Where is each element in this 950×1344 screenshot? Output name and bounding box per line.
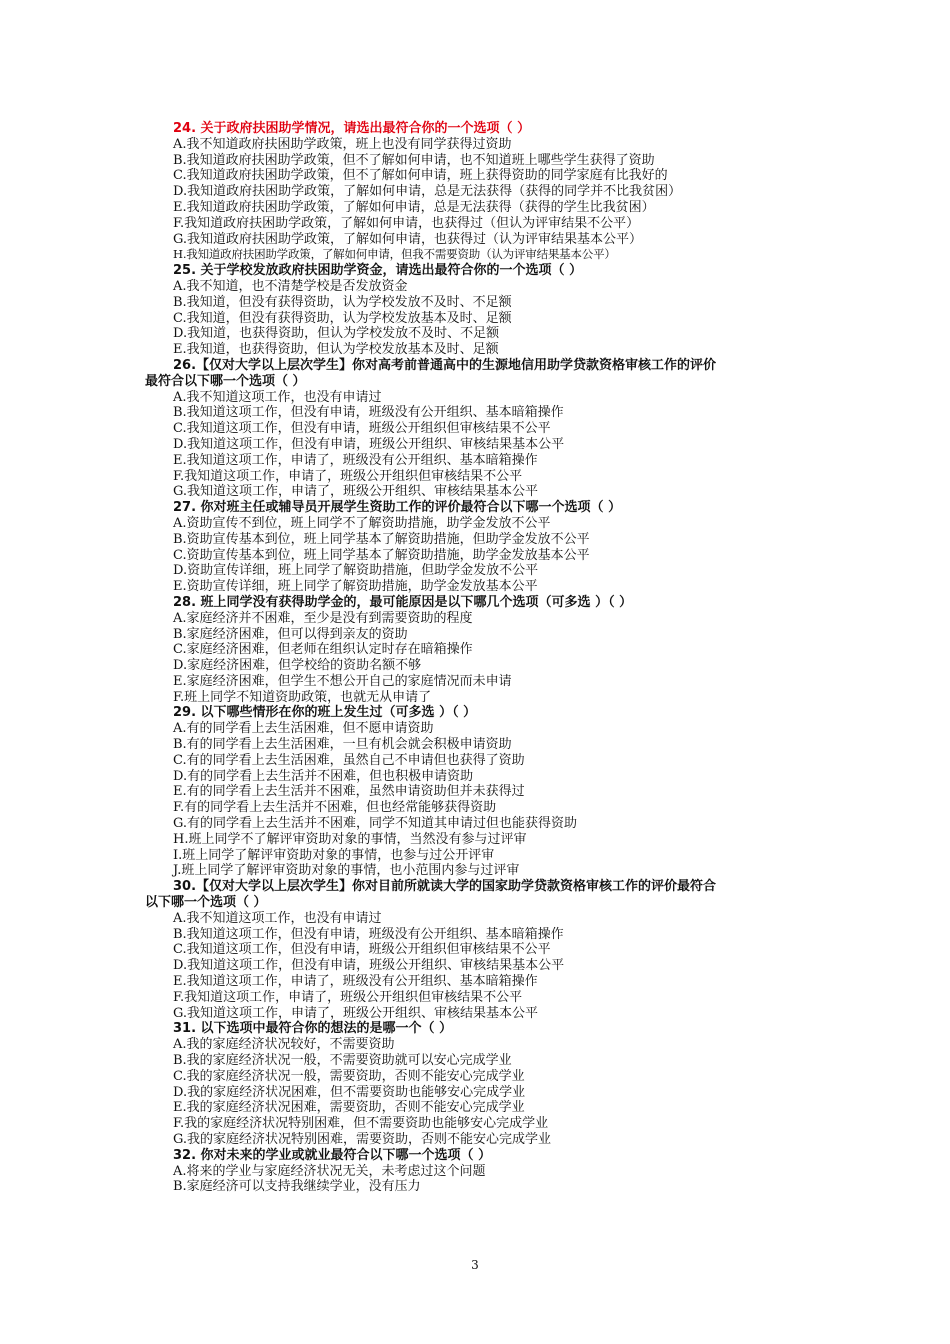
question-28-option-a: A.家庭经济并不困难，至少是没有到需要资助的程度: [173, 610, 473, 626]
question-31-option-a: A.我的家庭经济状况较好，不需要资助: [173, 1037, 395, 1053]
question-26-option-e: E.我知道这项工作，申请了，班级没有公开组织、基本暗箱操作: [173, 452, 538, 468]
question-29-option-a: A.有的同学看上去生活困难，但不愿申请资助: [173, 721, 434, 737]
question-29-option-j: J.班上同学了解评审资助对象的事情，也小范围内参与过评审: [173, 863, 520, 879]
question-26-option-d: D.我知道这项工作，但没有申请，班级公开组织、审核结果基本公平: [173, 436, 565, 452]
question-29-option-b: B.有的同学看上去生活困难，一旦有机会就会积极申请资助: [173, 737, 512, 753]
question-29-option-i: I.班上同学了解评审资助对象的事情，也参与过公开评审: [173, 847, 495, 863]
question-26-title-line2: 最符合以下哪一个选项（ ）: [145, 373, 306, 389]
question-30-title-line1: 30.【仅对大学以上层次学生】你对目前所就读大学的国家助学贷款资格审核工作的评价最符合: [173, 879, 717, 895]
question-31-option-f: F.我的家庭经济状况特别困难，但不需要资助也能够安心完成学业: [173, 1116, 549, 1132]
question-27-option-e: E.资助宣传详细，班上同学了解资助措施，助学金发放基本公平: [173, 579, 538, 595]
question-24-option-g: G.我知道政府扶困助学政策，了解如何申请，也获得过（认为评审结果基本公平）: [173, 231, 643, 247]
question-29-option-g: G.有的同学看上去生活并不困难，同学不知道其申请过但也能获得资助: [173, 816, 578, 832]
question-29-option-e: E.有的同学看上去生活并不困难，虽然申请资助但并未获得过: [173, 784, 525, 800]
question-25-option-a: A.我不知道，也不清楚学校是否发放资金: [173, 278, 408, 294]
question-24-option-c: C.我知道政府扶困助学政策，但不了解如何申请，班上获得资助的同学家庭有比我好的: [173, 168, 668, 184]
question-29-option-c: C.有的同学看上去生活困难，虽然自己不申请但也获得了资助: [173, 752, 525, 768]
question-27-title: 27. 你对班主任或辅导员开展学生资助工作的评价最符合以下哪一个选项（ ）: [173, 500, 622, 516]
question-28-option-e: E.家庭经济困难，但学生不想公开自己的家庭情况而未申请: [173, 673, 512, 689]
question-28-option-d: D.家庭经济困难，但学校给的资助名额不够: [173, 658, 422, 674]
question-25-option-c: C.我知道，但没有获得资助，认为学校发放基本及时、足额: [173, 310, 512, 326]
question-32-option-b: B.家庭经济可以支持我继续学业，没有压力: [173, 1179, 421, 1195]
question-29-option-h: H.班上同学不了解评审资助对象的事情，当然没有参与过评审: [173, 831, 527, 847]
question-25-option-e: E.我知道，也获得资助，但认为学校发放基本及时、足额: [173, 342, 499, 358]
question-31-option-g: G.我的家庭经济状况特别困难，需要资助，否则不能安心完成学业: [173, 1132, 552, 1147]
question-26-title-line1: 26.【仅对大学以上层次学生】你对高考前普通高中的生源地信用助学贷款资格审核工作的评价: [173, 357, 717, 373]
question-27-option-b: B.资助宣传基本到位，班上同学基本了解资助措施，但助学金发放不公平: [173, 531, 590, 547]
question-31-option-c: C.我的家庭经济状况一般，需要资助，否则不能安心完成学业: [173, 1068, 525, 1084]
question-30-option-c: C.我知道这项工作，但没有申请，班级公开组织但审核结果不公平: [173, 942, 551, 958]
question-28-option-c: C.家庭经济困难，但老师在组织认定时存在暗箱操作: [173, 642, 473, 658]
question-25-option-d: D.我知道，也获得资助，但认为学校发放不及时、不足额: [173, 326, 500, 342]
question-29-option-d: D.有的同学看上去生活并不困难，但也积极申请资助: [173, 768, 474, 784]
question-26-option-b: B.我知道这项工作，但没有申请，班级没有公开组织、基本暗箱操作: [173, 405, 564, 421]
page-number: 3: [471, 1258, 479, 1272]
question-27-option-d: D.资助宣传详细，班上同学了解资助措施，但助学金发放不公平: [173, 563, 539, 579]
question-29-title: 29. 以下哪些情形在你的班上发生过（可多选 ）（ ）: [173, 705, 477, 721]
question-24-option-d: D.我知道政府扶困助学政策，了解如何申请，总是无法获得（获得的同学并不比我贫困）: [173, 184, 682, 200]
question-25-title: 25. 关于学校发放政府扶困助学资金，请选出最符合你的一个选项（ ）: [173, 263, 583, 279]
question-30-option-f: F.我知道这项工作，申请了，班级公开组织但审核结果不公平: [173, 989, 523, 1005]
question-27-option-c: C.资助宣传基本到位，班上同学基本了解资助措施，助学金发放基本公平: [173, 547, 590, 563]
question-30-title-line2: 以下哪一个选项（ ）: [145, 895, 267, 911]
question-31-option-b: B.我的家庭经济状况一般，不需要资助就可以安心完成学业: [173, 1053, 512, 1069]
question-24-option-a: A.我不知道政府扶困助学政策，班上也没有同学获得过资助: [173, 136, 512, 152]
question-26-option-g: G.我知道这项工作，申请了，班级公开组织、审核结果基本公平: [173, 484, 539, 500]
question-32-option-a: A.将来的学业与家庭经济状况无关，未考虑过这个问题: [173, 1163, 486, 1179]
question-30-option-d: D.我知道这项工作，但没有申请，班级公开组织、审核结果基本公平: [173, 958, 565, 974]
question-28-title: 28. 班上同学没有获得助学金的，最可能原因是以下哪几个选项（可多选 ）（ ）: [173, 594, 633, 610]
question-29-option-f: F.有的同学看上去生活并不困难，但也经常能够获得资助: [173, 800, 497, 816]
question-24-option-e: E.我知道政府扶困助学政策，了解如何申请，总是无法获得（获得的学生比我贫困）: [173, 199, 655, 215]
question-28-option-b: B.家庭经济困难，但可以得到亲友的资助: [173, 626, 408, 642]
question-30-option-g: G.我知道这项工作，申请了，班级公开组织、审核结果基本公平: [173, 1005, 539, 1021]
document-body: [145, 121, 853, 1195]
question-28-option-f: F.班上同学不知道资助政策，也就无从申请了: [173, 689, 432, 705]
question-24-option-f: F.我知道政府扶困助学政策，了解如何申请，也获得过（但认为评审结果不公平）: [173, 215, 640, 231]
question-26-option-f: F.我知道这项工作，申请了，班级公开组织但审核结果不公平: [173, 468, 523, 484]
question-30-option-e: E.我知道这项工作，申请了，班级没有公开组织、基本暗箱操作: [173, 974, 538, 990]
question-31-option-d: D.我的家庭经济状况困难，但不需要资助也能够安心完成学业: [173, 1084, 526, 1100]
question-30-option-b: B.我知道这项工作，但没有申请，班级没有公开组织、基本暗箱操作: [173, 926, 564, 942]
question-26-option-a: A.我不知道这项工作，也没有申请过: [173, 389, 382, 405]
question-32-title: 32. 你对未来的学业或就业最符合以下哪一个选项（ ）: [173, 1147, 492, 1163]
question-26-option-c: C.我知道这项工作，但没有申请，班级公开组织但审核结果不公平: [173, 421, 551, 437]
question-24-option-b: B.我知道政府扶困助学政策，但不了解如何申请，也不知道班上哪些学生获得了资助: [173, 152, 655, 168]
question-31-option-e: E.我的家庭经济状况困难，需要资助，否则不能安心完成学业: [173, 1100, 525, 1116]
question-24-title: 24. 关于政府扶困助学情况，请选出最符合你的一个选项（ ）: [173, 121, 531, 136]
question-25-option-b: B.我知道，但没有获得资助，认为学校发放不及时、不足额: [173, 294, 512, 310]
question-30-option-a: A.我不知道这项工作，也没有申请过: [173, 910, 382, 926]
question-31-title: 31. 以下选项中最符合你的想法的是哪一个（ ）: [173, 1021, 453, 1037]
question-27-option-a: A.资助宣传不到位，班上同学不了解资助措施，助学金发放不公平: [173, 515, 551, 531]
question-24-option-h: H.我知道政府扶困助学政策，了解如何申请，但我不需要资助（认为评审结果基本公平）: [173, 247, 616, 262]
